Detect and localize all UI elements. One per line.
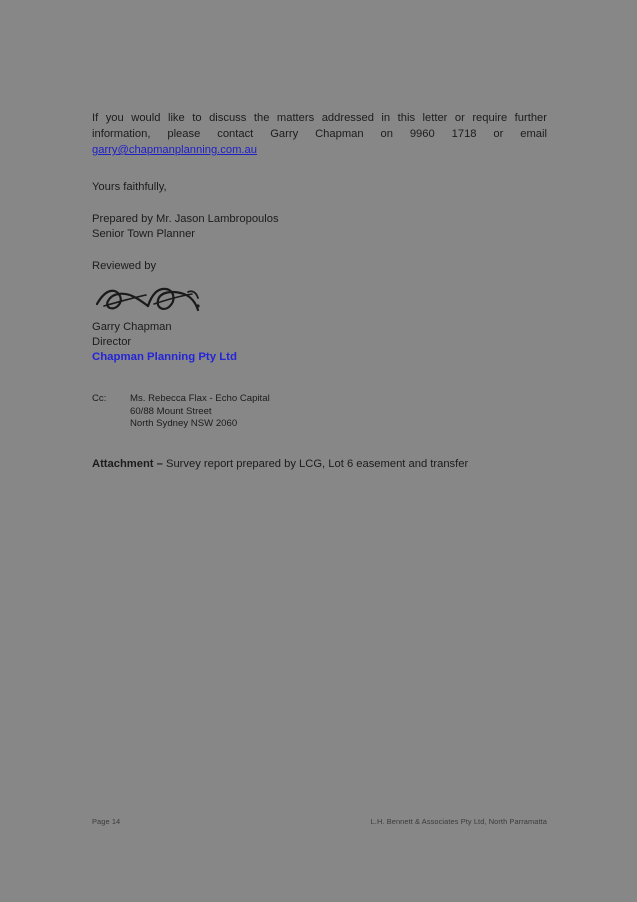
reviewed-by-label: Reviewed by	[92, 260, 157, 272]
valediction: Yours faithfully,	[92, 181, 167, 193]
signature-image	[92, 284, 292, 318]
attachment-description: Survey report prepared by LCG, Lot 6 easement and transfer	[162, 457, 469, 470]
cc-label: Cc:	[92, 393, 107, 404]
signatory-title: Director	[92, 336, 132, 348]
footer-file-reference: L.H. Bennett & Associates Pty Ltd, North Parramatta	[370, 817, 547, 826]
company-name: Chapman Planning Pty Ltd	[92, 351, 237, 363]
letter-body	[92, 110, 547, 483]
prepared-by-name: Prepared by Mr. Jason Lambropoulos	[92, 213, 279, 225]
cc-section	[92, 393, 547, 431]
closing-paragraph	[92, 110, 547, 158]
attachment-note	[92, 457, 547, 472]
attachment-label: Attachment –	[92, 457, 163, 470]
email-link[interactable]: garry@chapmanplanning.com.au	[92, 144, 257, 156]
cc-line-1: Ms. Rebecca Flax - Echo Capital	[130, 393, 270, 404]
prepared-by-title: Senior Town Planner	[92, 228, 196, 240]
footer-page-number: Page 14	[92, 817, 121, 826]
cc-line-3: North Sydney NSW 2060	[130, 418, 238, 429]
cc-line-2: 60/88 Mount Street	[130, 405, 212, 417]
closing-paragraph-text: If you would like to discuss the matters addressed in this letter or require further information, please contact Garry Chapman on 9960 1718 or email	[92, 112, 547, 140]
signatory-name: Garry Chapman	[92, 321, 172, 333]
cc-recipient	[130, 393, 270, 431]
page-footer	[92, 817, 547, 826]
